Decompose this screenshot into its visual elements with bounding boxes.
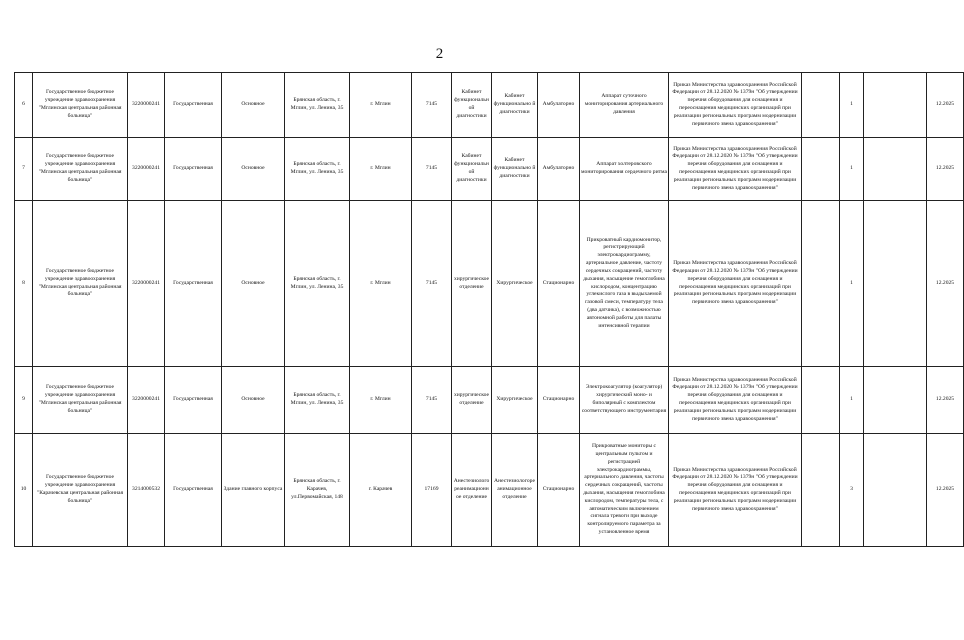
empty-cell [802,434,840,547]
building-cell: Основное [222,138,285,201]
table-row [15,367,964,434]
inn-cell: 3220000241 [128,73,165,138]
row-number: 8 [15,201,33,367]
organization-name: Государственное бюджетное учреждение здравоохранения "Карачевская центральная районная больница" [33,434,128,547]
date-cell: 12.2025 [927,201,964,367]
city-cell: г. Мглин [350,138,412,201]
quantity-cell: 1 [840,138,864,201]
city-cell: г. Карачев [350,434,412,547]
equipment-cell: Аппарат суточного мониторирования артериального давления [580,73,669,138]
empty-cell [864,73,927,138]
row-number: 9 [15,367,33,434]
city-cell: г. Мглин [350,73,412,138]
ownership-cell: Государственная [165,73,222,138]
row-number: 6 [15,73,33,138]
care-type-cell: Стационарно [538,201,580,367]
table-row [15,434,964,547]
address-cell: Брянская область, г. Мглин, ул. Ленина, 35 [285,201,350,367]
quantity-cell: 1 [840,367,864,434]
order-cell: Приказ Министерства здравоохранения Российской Федерации от 28.12.2020 № 1379н "Об утверждении перечня оборудования для оснащения и переоснащения медицинских организаций при реализации региональных программ модернизации первичного звена здравоохранения" [669,367,802,434]
empty-cell [864,434,927,547]
department-cell: Кабинет функциональной диагностики [452,73,492,138]
department-cell: хирургическое отделение [452,367,492,434]
care-type-cell: Амбулаторно [538,138,580,201]
ownership-cell: Государственная [165,201,222,367]
row-number: 10 [15,434,33,547]
ownership-cell: Государственная [165,367,222,434]
organization-name: Государственное бюджетное учреждение здравоохранения "Мглинская центральная районная больница" [33,367,128,434]
care-type-cell: Амбулаторно [538,73,580,138]
organization-name: Государственное бюджетное учреждение здравоохранения "Мглинская центральная районная больница" [33,138,128,201]
empty-cell [864,201,927,367]
inn-cell: 3220000241 [128,201,165,367]
building-cell: Основное [222,201,285,367]
address-cell: Брянская область, г. Мглин, ул. Ленина, 35 [285,73,350,138]
quantity-cell: 1 [840,201,864,367]
empty-cell [802,367,840,434]
code-cell: 7145 [412,138,452,201]
empty-cell [802,73,840,138]
ownership-cell: Государственная [165,138,222,201]
city-cell: г. Мглин [350,201,412,367]
inn-cell: 3220000241 [128,138,165,201]
city-cell: г. Мглин [350,367,412,434]
department-cell: хирургическое отделение [452,201,492,367]
order-cell: Приказ Министерства здравоохранения Российской Федерации от 28.12.2020 № 1379н "Об утверждении перечня оборудования для оснащения и переоснащения медицинских организаций при реализации региональных программ модернизации первичного звена здравоохранения" [669,73,802,138]
address-cell: Брянская область, г. Мглин, ул. Ленина, 35 [285,138,350,201]
empty-cell [802,138,840,201]
page-number: 2 [435,46,444,62]
building-cell: Основное [222,367,285,434]
table-row [15,138,964,201]
code-cell: 7145 [412,73,452,138]
code-cell: 17169 [412,434,452,547]
subdepartment-cell: Анестезиологореанимационное отделение [492,434,538,547]
row-number: 7 [15,138,33,201]
equipment-cell: Электрокоагулятор (коагулятор) хирургический моно- и биполярный с комплектом соответствующего инструментария [580,367,669,434]
ownership-cell: Государственная [165,434,222,547]
quantity-cell: 3 [840,434,864,547]
equipment-cell: Аппарат холтеровского мониторирования сердечного ритма [580,138,669,201]
order-cell: Приказ Министерства здравоохранения Российской Федерации от 28.12.2020 № 1379н "Об утверждении перечня оборудования для оснащения и переоснащения медицинских организаций при реализации региональных программ модернизации первичного звена здравоохранения" [669,138,802,201]
order-cell: Приказ Министерства здравоохранения Российской Федерации от 28.12.2020 № 1379н "Об утверждении перечня оборудования для оснащения и переоснащения медицинских организаций при реализации региональных программ модернизации первичного звена здравоохранения" [669,201,802,367]
care-type-cell: Стационарно [538,367,580,434]
building-cell: Здание главного корпуса [222,434,285,547]
department-cell: Кабинет функциональной диагностики [452,138,492,201]
date-cell: 12.2025 [927,434,964,547]
building-cell: Основное [222,73,285,138]
date-cell: 12.2025 [927,138,964,201]
equipment-table [14,72,964,547]
subdepartment-cell: Кабинет функционально й диагностики [492,138,538,201]
equipment-cell: Прикроватные мониторы с центральным пультом и регистрацией электрокардиограммы, артериального давления, частоты сердечных сокращений, частоты дыхания, насыщения гемоглобина кислородом, температуры тела, с автоматическим включением сигнала тревоги при выходе контролируемого параметра за установленное время [580,434,669,547]
care-type-cell: Стационарно [538,434,580,547]
subdepartment-cell: Хирургическое [492,367,538,434]
code-cell: 7145 [412,367,452,434]
order-cell: Приказ Министерства здравоохранения Российской Федерации от 28.12.2020 № 1379н "Об утверждении перечня оборудования для оснащения и переоснащения медицинских организаций при реализации региональных программ модернизации первичного звена здравоохранения" [669,434,802,547]
empty-cell [864,138,927,201]
equipment-cell: Прикроватный кардиомонитор, регистрирующий электрокардиограмму, артериальное давление, частоту сердечных сокращений, частоту дыхания, насыщение гемоглобина кислородом, концентрацию углекислого газа в выдыхаемой газовой смеси, температуру тела (два датчика), с возможностью автономной работы для палаты интенсивной терапии [580,201,669,367]
subdepartment-cell: Кабинет функционально й диагностики [492,73,538,138]
code-cell: 7145 [412,201,452,367]
empty-cell [864,367,927,434]
organization-name: Государственное бюджетное учреждение здравоохранения "Мглинская центральная районная больница" [33,201,128,367]
address-cell: Брянская область, г. Мглин, ул. Ленина, 35 [285,367,350,434]
inn-cell: 3214000532 [128,434,165,547]
organization-name: Государственное бюджетное учреждение здравоохранения "Мглинская центральная районная больница" [33,73,128,138]
table-row [15,73,964,138]
table-row [15,201,964,367]
date-cell: 12.2025 [927,367,964,434]
address-cell: Брянская область, г. Карачев, ул.Первомайская, 148 [285,434,350,547]
department-cell: Анестезиологореанимационное отделение [452,434,492,547]
subdepartment-cell: Хирургическое [492,201,538,367]
empty-cell [802,201,840,367]
inn-cell: 3220000241 [128,367,165,434]
quantity-cell: 1 [840,73,864,138]
date-cell: 12.2025 [927,73,964,138]
